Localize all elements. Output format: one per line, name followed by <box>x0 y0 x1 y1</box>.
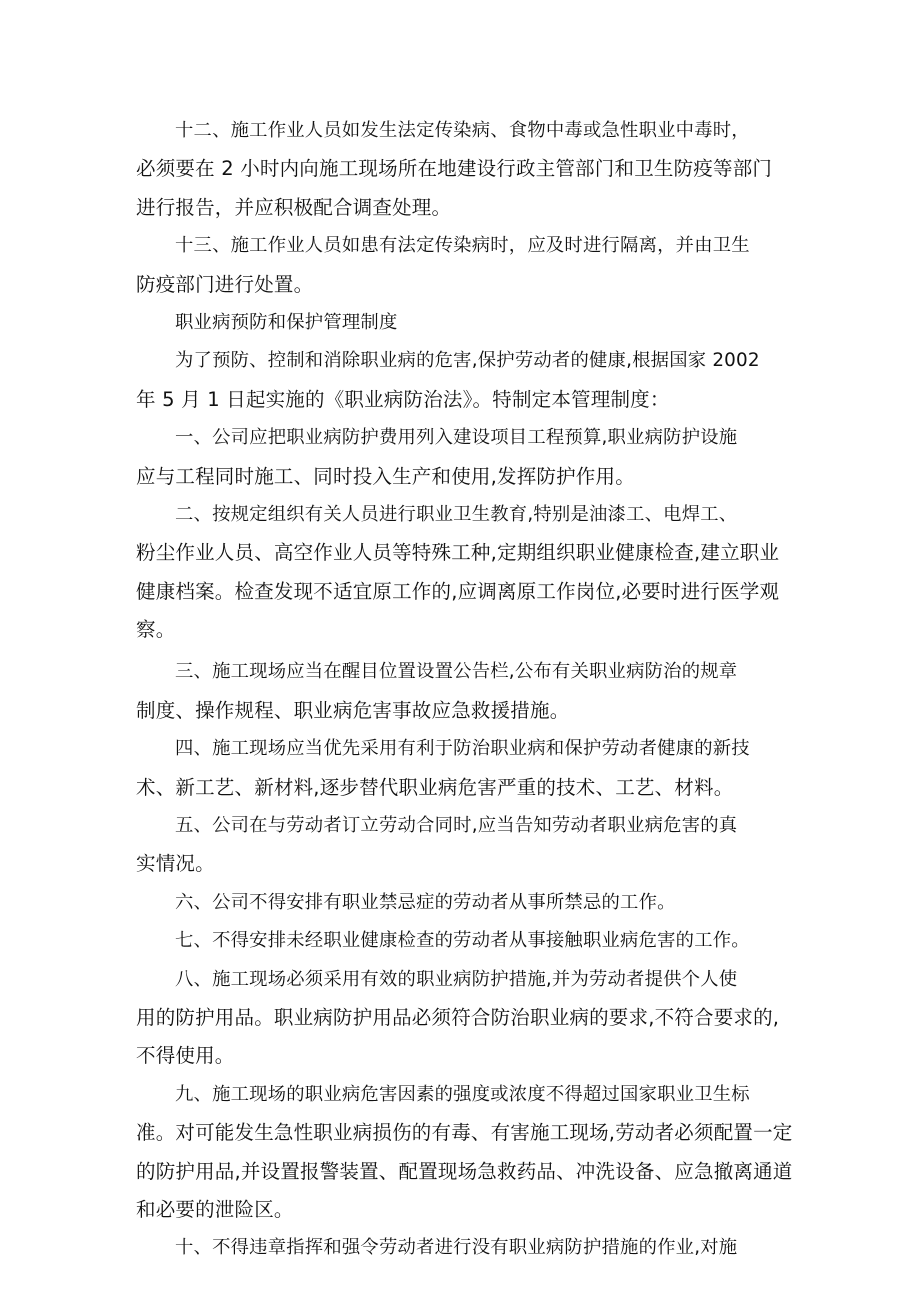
text-line: 职业病预防和保护管理制度 <box>175 311 398 333</box>
text-line: 一、公司应把职业病防护费用列入建设项目工程预算,职业病防护设施 <box>175 427 738 449</box>
text-line: 准。对可能发生急性职业病损伤的有毒、有害施工现场,劳动者必须配置一定 <box>136 1121 793 1145</box>
text-line: 年 5 月 1 日起实施的《职业病防治法》。特制定本管理制度： <box>136 387 670 411</box>
text-line: 五、公司在与劳动者订立劳动合同时,应当告知劳动者职业病危害的真 <box>175 815 738 837</box>
text-line: 七、不得安排未经职业健康检查的劳动者从事接触职业病危害的工作。 <box>175 930 750 952</box>
text-line: 六、公司不得安排有职业禁忌症的劳动者从事所禁忌的工作。 <box>175 891 676 913</box>
text-line: 用的防护用品。职业病防护用品必须符合防治职业病的要求,不符合要求的, <box>136 1005 780 1029</box>
text-line: 八、施工现场必须采用有效的职业病防护措施,并为劳动者提供个人使 <box>175 968 738 990</box>
text-line: 十、不得违章指挥和强令劳动者进行没有职业病防护措施的作业,对施 <box>175 1237 738 1259</box>
text-line: 三、施工现场应当在醒目位置设置公告栏,公布有关职业病防治的规章 <box>175 661 738 683</box>
text-line: 二、按规定组织有关人员进行职业卫生教育,特别是油漆工、电焊工、 <box>175 503 738 525</box>
text-line: 的防护用品,并设置报警装置、配置现场急救药品、冲洗设备、应急撤离通道 <box>136 1159 793 1183</box>
text-line: 不得使用。 <box>136 1044 235 1068</box>
text-line: 必须要在 2 小时内向施工现场所在地建设行政主管部门和卫生防疫等部门 <box>136 157 773 181</box>
text-line: 四、施工现场应当优先采用有利于防治职业病和保护劳动者健康的新技 <box>175 738 750 760</box>
text-line: 术、新工艺、新材料,逐步替代职业病危害严重的技术、工艺、材料。 <box>136 775 734 799</box>
text-line: 十三、施工作业人员如患有法定传染病时，应及时进行隔离，并由卫生 <box>175 235 750 257</box>
text-line: 九、施工现场的职业病危害因素的强度或浓度不得超过国家职业卫生标 <box>175 1083 750 1105</box>
text-line: 实情况。 <box>136 852 215 876</box>
text-line: 粉尘作业人员、高空作业人员等特殊工种,定期组织职业健康检查,建立职业 <box>136 541 780 565</box>
text-line: 制度、操作规程、职业病危害事故应急救援措施。 <box>136 698 570 722</box>
text-line: 应与工程同时施工、同时投入生产和使用,发挥防护作用。 <box>136 464 635 488</box>
text-line: 防疫部门进行处置。 <box>136 272 314 296</box>
text-line: 进行报告，并应积极配合调查处理。 <box>136 195 452 219</box>
document-page <box>136 112 801 1268</box>
text-line: 十二、施工作业人员如发生法定传染病、食物中毒或急性职业中毒时， <box>175 120 750 141</box>
text-line: 健康档案。检查发现不适宜原工作的,应调离原工作岗位,必要时进行医学观 <box>136 579 780 603</box>
text-line: 和必要的泄险区。 <box>136 1197 294 1221</box>
text-line: 察。 <box>136 618 176 642</box>
text-line: 为了预防、控制和消除职业病的危害,保护劳动者的健康,根据国家 2002 <box>175 350 760 372</box>
